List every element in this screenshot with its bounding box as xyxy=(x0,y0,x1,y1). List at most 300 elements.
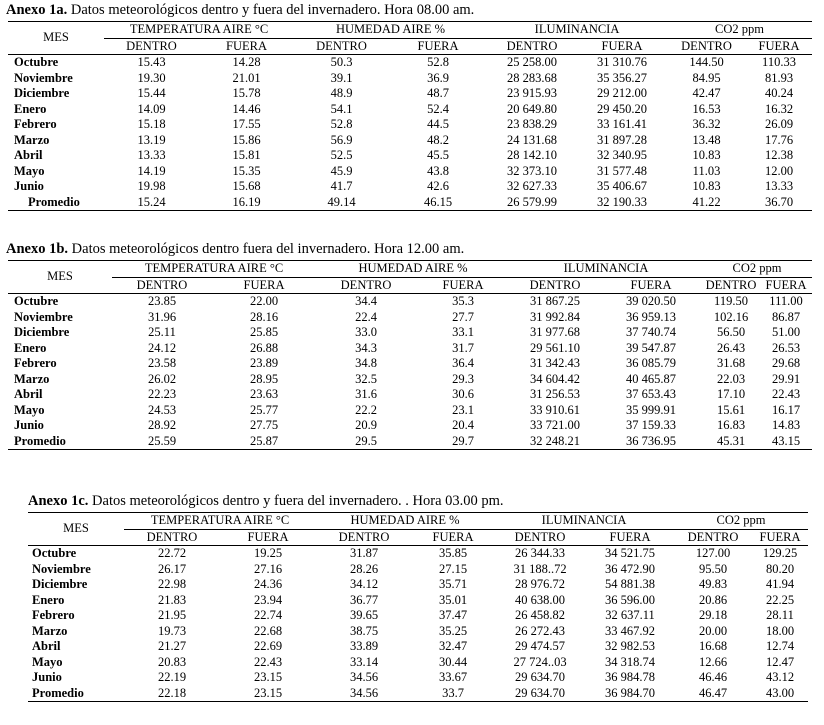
value-cell: 144.50 xyxy=(689,55,724,69)
table-row xyxy=(8,310,812,326)
value-cell: 22.2 xyxy=(355,402,377,417)
value-cell: 21.83 xyxy=(157,592,187,607)
column-group-header: ILUMINANCIA xyxy=(510,261,702,278)
value-cell: 13.33 xyxy=(764,179,794,193)
column-subheader: FUERA xyxy=(412,529,494,546)
table-label: Anexo 1b. xyxy=(6,241,69,257)
table-row xyxy=(8,133,812,149)
value-cell: 34.56 xyxy=(316,686,412,702)
month-cell: Febrero xyxy=(32,608,75,622)
column-header-mes: MES xyxy=(8,22,104,55)
value-cell: 26 344.33 xyxy=(515,546,566,560)
value-cell: 35.01 xyxy=(438,592,468,607)
value-cell: 29.68 xyxy=(771,356,801,370)
column-group-header: TEMPERATURA AIRE °C xyxy=(112,261,316,278)
value-cell: 32 982.53 xyxy=(605,639,656,653)
table-row xyxy=(28,670,808,686)
value-cell: 20.86 xyxy=(698,592,728,607)
value-cell: 15.61 xyxy=(716,402,746,417)
value-cell: 30.44 xyxy=(438,654,468,669)
value-cell: 16.83 xyxy=(716,418,746,432)
month-cell: Mayo xyxy=(14,402,45,417)
value-cell: 16.32 xyxy=(764,101,794,116)
column-subheader: FUERA xyxy=(586,529,674,546)
value-cell: 31.87 xyxy=(349,546,379,560)
column-header-mes: MES xyxy=(8,261,112,294)
value-cell: 50.3 xyxy=(330,55,353,69)
month-cell: Marzo xyxy=(14,132,50,147)
value-cell: 48.2 xyxy=(427,132,449,147)
value-cell: 36 596.00 xyxy=(605,592,656,607)
value-cell: 29 450.20 xyxy=(597,101,648,116)
value-cell: 36 736.95 xyxy=(600,434,702,450)
column-subheader: FUERA xyxy=(600,277,702,294)
value-cell: 26.53 xyxy=(771,340,801,355)
value-cell: 42.6 xyxy=(427,179,449,193)
value-cell: 29 212.00 xyxy=(597,86,648,100)
value-cell: 22.98 xyxy=(157,577,187,591)
value-cell: 31 310.76 xyxy=(597,55,648,69)
month-cell: Abril xyxy=(32,639,61,653)
column-subheader: FUERA xyxy=(760,277,812,294)
table-row xyxy=(8,387,812,403)
value-cell: 19.25 xyxy=(253,546,283,560)
value-cell: 52.4 xyxy=(427,101,449,116)
value-cell: 21.95 xyxy=(157,608,187,622)
value-cell: 56.9 xyxy=(330,132,353,147)
value-cell: 26.09 xyxy=(764,117,794,131)
column-subheader: DENTRO xyxy=(494,529,586,546)
value-cell: 20.9 xyxy=(355,418,377,432)
value-cell: 22.74 xyxy=(253,608,283,622)
value-cell: 81.93 xyxy=(764,70,794,85)
value-cell: 26 579.99 xyxy=(487,195,577,211)
month-cell: Junio xyxy=(32,670,62,684)
value-cell: 33.89 xyxy=(349,639,379,653)
value-cell: 34.3 xyxy=(355,340,377,355)
value-cell: 29 474.57 xyxy=(515,639,566,653)
column-group-header: ILUMINANCIA xyxy=(494,513,674,530)
value-cell: 25.85 xyxy=(249,325,279,339)
value-cell: 15.43 xyxy=(137,55,166,69)
value-cell: 34 604.42 xyxy=(530,371,581,386)
value-cell: 31.68 xyxy=(716,356,746,370)
column-group-header: TEMPERATURA AIRE °C xyxy=(104,22,294,39)
value-cell: 24.53 xyxy=(147,402,177,417)
value-cell: 10.83 xyxy=(692,179,721,193)
value-cell: 40.24 xyxy=(764,86,794,100)
table-title: Datos meteorológicos dentro y fuera del invernadero. Hora 08.00 am. xyxy=(70,2,475,18)
value-cell: 32 373.10 xyxy=(507,163,558,178)
column-subheader: DENTRO xyxy=(112,277,212,294)
table-row xyxy=(28,577,808,593)
value-cell: 95.50 xyxy=(698,561,728,576)
value-cell: 49.14 xyxy=(294,195,389,211)
value-cell: 111.00 xyxy=(769,294,803,308)
value-cell: 33.67 xyxy=(438,670,468,684)
value-cell: 36.4 xyxy=(452,356,474,370)
table-row xyxy=(8,164,812,180)
value-cell: 34.12 xyxy=(349,577,379,591)
value-cell: 22.25 xyxy=(765,592,795,607)
column-subheader: DENTRO xyxy=(316,529,412,546)
column-subheader: DENTRO xyxy=(294,38,389,55)
column-header-mes: MES xyxy=(28,513,124,546)
value-cell: 12.74 xyxy=(765,639,795,653)
value-cell: 25 258.00 xyxy=(507,55,558,69)
table-row xyxy=(8,179,812,195)
month-cell: Marzo xyxy=(32,623,68,638)
column-group-header: CO2 ppm xyxy=(674,513,808,530)
value-cell: 23.15 xyxy=(220,686,316,702)
value-cell: 38.75 xyxy=(349,623,379,638)
value-cell: 32.5 xyxy=(355,371,377,386)
value-cell: 35 999.91 xyxy=(626,402,677,417)
value-cell: 25.59 xyxy=(112,434,212,450)
value-cell: 27.16 xyxy=(253,561,283,576)
table-row xyxy=(28,686,808,702)
value-cell: 27.75 xyxy=(249,418,279,432)
value-cell: 22.43 xyxy=(771,387,801,401)
value-cell: 16.68 xyxy=(698,639,728,653)
value-cell: 29.7 xyxy=(416,434,510,450)
value-cell: 15.18 xyxy=(137,117,166,131)
month-cell: Promedio xyxy=(8,434,112,450)
value-cell: 49.83 xyxy=(698,577,728,591)
value-cell: 26 458.82 xyxy=(515,608,566,622)
value-cell: 33 467.92 xyxy=(605,623,656,638)
value-cell: 20 649.80 xyxy=(507,101,558,116)
value-cell: 12.66 xyxy=(698,654,728,669)
value-cell: 46.46 xyxy=(698,670,728,684)
column-subheader: FUERA xyxy=(389,38,487,55)
value-cell: 41.22 xyxy=(667,195,746,211)
value-cell: 37 159.33 xyxy=(626,418,677,432)
value-cell: 31.6 xyxy=(355,387,377,401)
month-cell: Diciembre xyxy=(14,86,70,100)
value-cell: 29.5 xyxy=(316,434,416,450)
value-cell: 23.58 xyxy=(147,356,177,370)
value-cell: 36 984.70 xyxy=(586,686,674,702)
value-cell: 37 653.43 xyxy=(626,387,677,401)
table-row xyxy=(28,639,808,655)
value-cell: 34 521.75 xyxy=(605,546,656,560)
month-cell: Diciembre xyxy=(14,325,70,339)
value-cell: 39.1 xyxy=(330,70,353,85)
value-cell: 22.4 xyxy=(355,309,377,324)
month-cell: Mayo xyxy=(32,654,63,669)
value-cell: 20.00 xyxy=(698,623,728,638)
month-cell: Enero xyxy=(14,101,47,116)
value-cell: 23.1 xyxy=(452,402,474,417)
month-cell: Marzo xyxy=(14,371,50,386)
value-cell: 43.12 xyxy=(765,670,795,684)
month-cell: Mayo xyxy=(14,163,45,178)
table-row xyxy=(28,562,808,578)
value-cell: 20.83 xyxy=(157,654,187,669)
value-cell: 52.8 xyxy=(330,117,353,131)
value-cell: 11.03 xyxy=(692,163,721,178)
value-cell: 15.86 xyxy=(232,132,261,147)
value-cell: 12.47 xyxy=(765,654,795,669)
month-cell: Diciembre xyxy=(32,577,88,591)
value-cell: 33.1 xyxy=(452,325,474,339)
value-cell: 80.20 xyxy=(765,561,795,576)
value-cell: 27.7 xyxy=(452,309,474,324)
value-cell: 41.7 xyxy=(330,179,353,193)
value-cell: 33 161.41 xyxy=(597,117,648,131)
value-cell: 23.63 xyxy=(249,387,279,401)
column-group-header: ILUMINANCIA xyxy=(487,22,667,39)
value-cell: 31 342.43 xyxy=(530,356,581,370)
table-row xyxy=(28,624,808,640)
value-cell: 16.19 xyxy=(199,195,294,211)
value-cell: 17.76 xyxy=(764,132,794,147)
column-subheader: FUERA xyxy=(199,38,294,55)
table-label: Anexo 1a. xyxy=(6,2,68,18)
value-cell: 52.5 xyxy=(330,148,353,162)
data-table xyxy=(8,260,812,450)
value-cell: 22.23 xyxy=(147,387,177,401)
value-cell: 22.00 xyxy=(249,294,279,308)
value-cell: 29 634.70 xyxy=(515,670,566,684)
value-cell: 14.83 xyxy=(771,418,801,432)
value-cell: 44.5 xyxy=(427,117,449,131)
table-row xyxy=(28,655,808,671)
value-cell: 24.12 xyxy=(147,340,177,355)
month-cell: Noviembre xyxy=(14,309,73,324)
value-cell: 35.25 xyxy=(438,623,468,638)
value-cell: 13.48 xyxy=(692,132,721,147)
value-cell: 14.28 xyxy=(232,55,261,69)
value-cell: 29.3 xyxy=(452,371,474,386)
value-cell: 31.96 xyxy=(147,309,177,324)
column-group-header: CO2 ppm xyxy=(667,22,812,39)
month-cell: Octubre xyxy=(14,55,59,69)
value-cell: 31 867.25 xyxy=(530,294,581,308)
column-subheader: FUERA xyxy=(746,38,812,55)
column-subheader: DENTRO xyxy=(487,38,577,55)
value-cell: 48.9 xyxy=(330,86,353,100)
value-cell: 36.32 xyxy=(692,117,721,131)
month-cell: Abril xyxy=(14,387,43,401)
value-cell: 29.18 xyxy=(698,608,728,622)
value-cell: 20.4 xyxy=(452,418,474,432)
value-cell: 45.31 xyxy=(702,434,760,450)
month-cell: Octubre xyxy=(14,294,59,308)
value-cell: 25.77 xyxy=(249,402,279,417)
value-cell: 129.25 xyxy=(762,546,798,560)
table-row xyxy=(8,55,812,71)
value-cell: 34.56 xyxy=(349,670,379,684)
value-cell: 28.26 xyxy=(349,561,379,576)
value-cell: 43.15 xyxy=(760,434,812,450)
table-row xyxy=(8,195,812,211)
value-cell: 22.03 xyxy=(716,371,746,386)
value-cell: 22.43 xyxy=(253,654,283,669)
table-row xyxy=(28,608,808,624)
column-subheader: FUERA xyxy=(212,277,316,294)
column-group-header: CO2 ppm xyxy=(702,261,812,278)
value-cell: 35.3 xyxy=(452,294,474,308)
value-cell: 24.36 xyxy=(253,577,283,591)
value-cell: 29 561.10 xyxy=(530,340,581,355)
value-cell: 32 340.95 xyxy=(597,148,648,162)
value-cell: 39 020.50 xyxy=(626,294,677,308)
column-group-header: HUMEDAD AIRE % xyxy=(294,22,487,39)
value-cell: 25.87 xyxy=(212,434,316,450)
table-row xyxy=(8,403,812,419)
value-cell: 22.69 xyxy=(253,639,283,653)
column-subheader: FUERA xyxy=(220,529,316,546)
value-cell: 12.00 xyxy=(764,163,794,178)
value-cell: 28 142.10 xyxy=(507,148,558,162)
value-cell: 25.11 xyxy=(148,325,176,339)
month-cell: Febrero xyxy=(14,117,57,131)
value-cell: 34 318.74 xyxy=(605,654,656,669)
month-cell: Junio xyxy=(14,179,44,193)
table-row xyxy=(8,148,812,164)
table-row xyxy=(8,71,812,87)
value-cell: 32.47 xyxy=(438,639,468,653)
value-cell: 23.15 xyxy=(253,670,283,684)
month-cell: Octubre xyxy=(32,546,77,560)
table-row xyxy=(8,434,812,450)
value-cell: 46.15 xyxy=(389,195,487,211)
value-cell: 34.8 xyxy=(355,356,377,370)
value-cell: 37.47 xyxy=(438,608,468,622)
value-cell: 28.16 xyxy=(249,309,279,324)
table-row xyxy=(8,86,812,102)
column-subheader: DENTRO xyxy=(104,38,199,55)
value-cell: 15.68 xyxy=(232,179,261,193)
value-cell: 22.18 xyxy=(124,686,220,702)
value-cell: 22.19 xyxy=(157,670,187,684)
column-subheader: FUERA xyxy=(416,277,510,294)
value-cell: 31.7 xyxy=(452,340,474,355)
value-cell: 86.87 xyxy=(771,309,801,324)
column-subheader: DENTRO xyxy=(667,38,746,55)
value-cell: 39.65 xyxy=(349,608,379,622)
value-cell: 30.6 xyxy=(452,387,474,401)
value-cell: 19.73 xyxy=(157,623,187,638)
value-cell: 32 637.11 xyxy=(605,608,655,622)
value-cell: 28.95 xyxy=(249,371,279,386)
value-cell: 43.00 xyxy=(752,686,808,702)
value-cell: 19.98 xyxy=(137,179,166,193)
column-group-header: HUMEDAD AIRE % xyxy=(316,513,494,530)
table-title: Datos meteorológicos dentro fuera del invernadero. Hora 12.00 am. xyxy=(71,241,465,257)
value-cell: 33.7 xyxy=(412,686,494,702)
value-cell: 15.78 xyxy=(232,86,261,100)
value-cell: 15.81 xyxy=(232,148,261,162)
value-cell: 39 547.87 xyxy=(626,340,677,355)
value-cell: 36 085.79 xyxy=(626,356,677,370)
value-cell: 36 472.90 xyxy=(605,561,656,576)
value-cell: 41.94 xyxy=(765,577,795,591)
value-cell: 32 627.33 xyxy=(507,179,558,193)
value-cell: 26.88 xyxy=(249,340,279,355)
table-row xyxy=(8,372,812,388)
value-cell: 43.8 xyxy=(427,163,449,178)
month-cell: Noviembre xyxy=(14,70,73,85)
value-cell: 29 634.70 xyxy=(494,686,586,702)
value-cell: 23.85 xyxy=(147,294,177,308)
table-title: Datos meteorológicos dentro y fuera del invernadero. . Hora 03.00 pm. xyxy=(92,493,504,509)
table-row xyxy=(8,325,812,341)
value-cell: 56.50 xyxy=(716,325,746,339)
value-cell: 45.9 xyxy=(330,163,353,178)
value-cell: 31 256.53 xyxy=(530,387,581,401)
value-cell: 36.77 xyxy=(349,592,379,607)
value-cell: 17.55 xyxy=(232,117,261,131)
column-subheader: DENTRO xyxy=(124,529,220,546)
value-cell: 119.50 xyxy=(714,294,748,308)
value-cell: 33 910.61 xyxy=(530,402,581,417)
value-cell: 35 356.27 xyxy=(597,70,648,85)
table-row xyxy=(8,294,812,310)
value-cell: 26.43 xyxy=(716,340,746,355)
value-cell: 84.95 xyxy=(692,70,721,85)
month-cell: Noviembre xyxy=(32,561,91,576)
table-row xyxy=(8,418,812,434)
value-cell: 110.33 xyxy=(762,55,796,69)
value-cell: 15.44 xyxy=(137,86,166,100)
value-cell: 12.38 xyxy=(764,148,794,162)
value-cell: 26 272.43 xyxy=(515,623,566,638)
table-row xyxy=(8,341,812,357)
column-subheader: DENTRO xyxy=(316,277,416,294)
value-cell: 21.27 xyxy=(157,639,187,653)
value-cell: 13.33 xyxy=(137,148,166,162)
month-cell: Promedio xyxy=(8,195,104,211)
value-cell: 40 638.00 xyxy=(515,592,566,607)
month-cell: Abril xyxy=(14,148,43,162)
value-cell: 33.14 xyxy=(349,654,379,669)
value-cell: 10.83 xyxy=(692,148,721,162)
value-cell: 102.16 xyxy=(713,309,749,324)
value-cell: 28 976.72 xyxy=(515,577,566,591)
column-subheader: DENTRO xyxy=(510,277,600,294)
value-cell: 14.09 xyxy=(137,101,166,116)
value-cell: 45.5 xyxy=(427,148,449,162)
value-cell: 27.15 xyxy=(438,561,468,576)
value-cell: 54.1 xyxy=(330,101,353,116)
value-cell: 33.0 xyxy=(355,325,377,339)
value-cell: 26.02 xyxy=(147,371,177,386)
value-cell: 23.89 xyxy=(249,356,279,370)
value-cell: 48.7 xyxy=(427,86,449,100)
value-cell: 31 992.84 xyxy=(530,309,581,324)
month-cell: Junio xyxy=(14,418,44,432)
value-cell: 18.00 xyxy=(765,623,795,638)
value-cell: 22.72 xyxy=(157,546,187,560)
value-cell: 16.17 xyxy=(771,402,801,417)
data-table xyxy=(28,512,808,702)
value-cell: 23 915.93 xyxy=(507,86,558,100)
value-cell: 36.9 xyxy=(427,70,449,85)
value-cell: 19.30 xyxy=(137,70,166,85)
month-cell: Enero xyxy=(14,340,47,355)
value-cell: 33 721.00 xyxy=(530,418,581,432)
table-caption xyxy=(6,2,474,18)
table-row xyxy=(8,102,812,118)
column-subheader: DENTRO xyxy=(702,277,760,294)
value-cell: 15.35 xyxy=(232,163,261,178)
value-cell: 40 465.87 xyxy=(626,371,677,386)
value-cell: 14.19 xyxy=(137,163,166,178)
value-cell: 54 881.38 xyxy=(605,577,656,591)
